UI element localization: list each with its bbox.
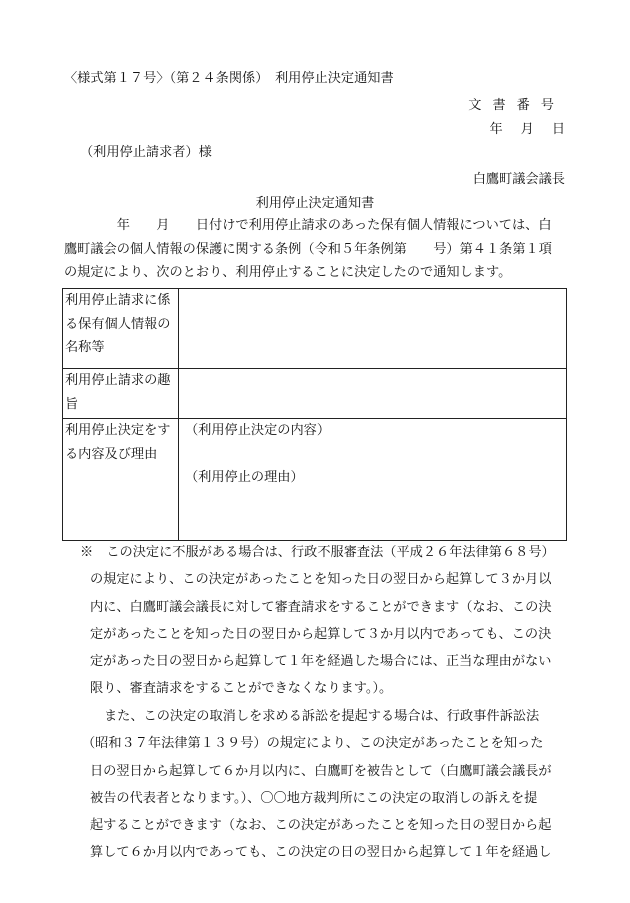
intro-line: 鷹町議会の個人情報の保護に関する条例（令和５年条例第 号）第４１条第１項: [64, 241, 552, 257]
label-line: 利用停止決定をす: [65, 423, 171, 438]
notice-line: 定があった日の翌日から起算して１年を経過した場合には、正当な理由がない: [90, 654, 552, 670]
row-value-info-name: [179, 289, 567, 369]
decision-reason-label: （利用停止の理由）: [185, 470, 304, 485]
table-row: [63, 419, 567, 541]
label-line: 名称等: [65, 340, 105, 355]
notice-line: 被告の代表者となります。）、〇〇地方裁判所にこの決定の取消しの訴えを提: [90, 790, 538, 806]
addressee: （利用停止請求者）様: [80, 145, 212, 160]
row-value-request-purpose: [179, 369, 567, 419]
date-day: 日: [551, 122, 565, 137]
document-number-label: 文書番号: [468, 98, 565, 113]
label-line: る内容及び理由: [65, 446, 158, 462]
notice-line: 起することができます（なお、この決定があったことを知った日の翌日から起: [90, 818, 552, 834]
table-row: [63, 369, 567, 419]
notice-line: 限り、審査請求をすることができなくなります。）。: [90, 681, 393, 697]
decision-table: [62, 288, 567, 541]
label-line: 利用停止請求に係: [65, 293, 171, 308]
notice-line: 定があったことを知った日の翌日から起算して３か月以内であっても、この決: [90, 626, 552, 642]
form-header: 〈様式第１７号〉（第２４条関係） 利用停止決定通知書: [64, 71, 394, 86]
notice-line: 算して６か月以内であっても、この決定の日の翌日から起算して１年を経過し: [90, 845, 552, 861]
label-line: 旨: [65, 396, 79, 412]
label-line: る保有個人情報の: [65, 316, 171, 332]
row-label-request-purpose: [63, 369, 179, 419]
intro-line: 年 月 日付けで利用停止請求のあった保有個人情報については、白: [64, 218, 552, 233]
intro-paragraph: [64, 214, 567, 285]
intro-line: の規定により、次のとおり、利用停止することに決定したので通知します。: [64, 265, 512, 280]
row-label-info-name: [63, 289, 179, 369]
row-label-decision-reason: [63, 419, 179, 541]
notice-line: ※ この決定に不服がある場合は、行政不服審査法（平成２６年法律第６８号）: [80, 545, 555, 560]
table-row: [63, 289, 567, 369]
lawsuit-notice: [64, 703, 569, 867]
document-title: 利用停止決定通知書: [255, 196, 375, 211]
date-line: [489, 118, 565, 137]
notice-line: 内に、白鷹町議会議長に対して審査請求をすることができます（なお、この決: [90, 599, 552, 615]
date-month: 月: [520, 122, 534, 137]
notice-line: また、この決定の取消しを求める訴訟を提起する場合は、行政事件訴訟法: [104, 709, 540, 724]
date-year: 年: [489, 122, 503, 137]
issuer: 白鷹町議会議長: [472, 172, 565, 187]
notice-line: 日の翌日から起算して６か月以内に、白鷹町を被告として（白鷹町議会議長が: [90, 763, 552, 779]
decision-content-label: （利用停止決定の内容）: [185, 423, 331, 438]
notice-line: の規定により、この決定があったことを知った日の翌日から起算して３か月以: [90, 572, 552, 588]
appeal-notice: [64, 539, 569, 703]
notice-line: （昭和３７年法律第１３９号）の規定により、この決定があったことを知った: [82, 736, 544, 752]
row-value-decision-reason: [179, 419, 567, 541]
label-line: 利用停止請求の趣: [65, 373, 171, 388]
